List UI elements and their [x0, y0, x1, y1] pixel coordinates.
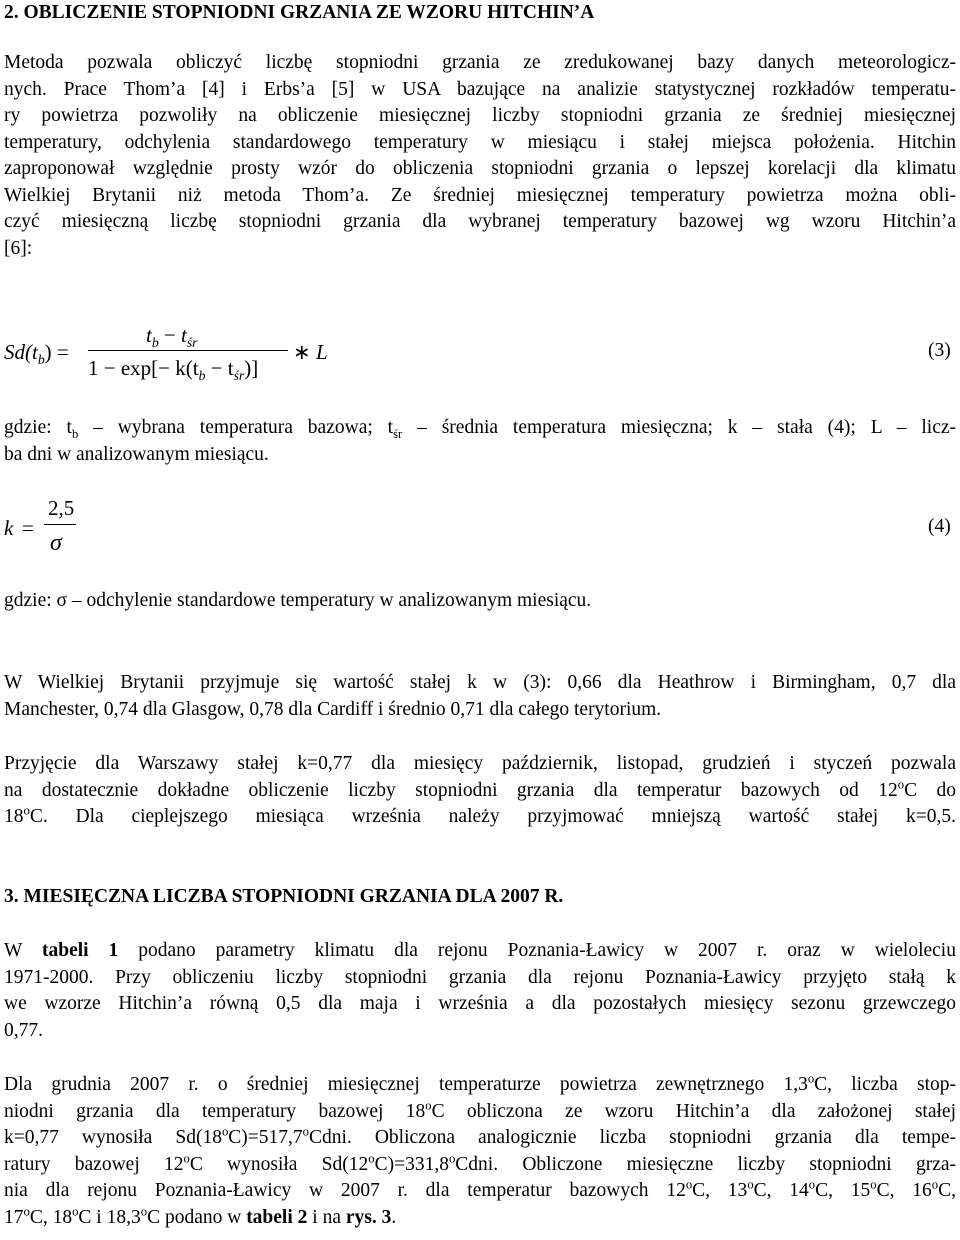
eq3-denominator: $1 - \exp[- k(t_b - t_{śr})]$	[88, 356, 259, 384]
text-line: nia dla rejonu Poznania-Ławicy w 2007 r. dla temperatur bazowych 12$^o$C, 13$^o$C, 14$^o$C, 15$^o$C, 16$^o$C,	[4, 1177, 956, 1201]
text-line: gdzie: σ – odchylenie standardowe temperatury w analizowanym miesiącu.	[4, 590, 592, 611]
paragraph-uk-constants	[4, 670, 956, 723]
eq4-numerator: 2,5	[48, 496, 75, 520]
section-heading-2	[4, 0, 956, 27]
text-line: W tabeli 1 podano parametry klimatu dla rejonu Poznania-Ławicy w 2007 r. oraz w wieloleciu	[4, 940, 956, 961]
eq4-number: (4)	[928, 516, 951, 537]
text-line: na dostatecznie dokładne obliczenie liczby stopniodni grzania dla temperatur bazowych od 12$^o$C do	[4, 777, 956, 801]
text-line: ratury bazowej 12$^o$C wynosiła $Sd(12^oC)=331,8^oCdni$. Obliczone miesięczne liczby stopniodni grza-	[4, 1151, 956, 1175]
text-line: czyć miesięczną liczbę stopniodni grzania dla wybranej temperatury bazowej wg wzoru Hitchin’a	[4, 211, 956, 232]
paragraph-where-1	[4, 415, 956, 468]
text-line: Wielkiej Brytanii niż metoda Thom’a. Ze średniej miesięcznej temperatury powietrza można obli-	[4, 184, 956, 206]
paragraph-december	[4, 1072, 956, 1231]
text-line: k=0,77 wynosiła $Sd(18^oC)=517,7^oCdni$. Obliczona analogicznie liczba stopniodni grzania dla tempe-	[4, 1124, 956, 1148]
text-line: gdzie: $t_b$ – wybrana temperatura bazowa; $t_{śr}$ – średnia temperatura miesięczna; k – stała (4); L – licz-	[4, 417, 957, 441]
text-line: nych. Prace Thom’a [4] i Erbs’a [5] w USA bazujące na analizie statystycznej rozkładów temperatu-	[4, 78, 956, 100]
text-line: ry powietrza pozwoliły na obliczenie miesięcznej liczby stopniodni grzania ze średniej miesięcznej	[4, 105, 956, 126]
paragraph-table1	[4, 938, 956, 1044]
eq4-fraction-bar	[44, 524, 76, 525]
text-line: Manchester, 0,74 dla Glasgow, 0,78 dla Cardiff i średnio 0,71 dla całego terytorium.	[4, 698, 662, 720]
text-line: we wzorze Hitchin’a równą 0,5 dla maja i września a dla pozostałych miesięcy sezonu grzewczego	[4, 993, 956, 1014]
text-line: Przyjęcie dla Warszawy stałej k=0,77 dla miesięcy październik, listopad, grudzień i styczeń pozwala	[4, 753, 956, 774]
text-line: Metoda pozwala obliczyć liczbę stopniodni grzania ze zredukowanej bazy danych meteorologicz-	[4, 52, 956, 73]
text-line: 1971-2000. Przy obliczeniu liczby stopniodni grzania dla rejonu Poznania-Ławicy przyjęto stałą k	[4, 966, 956, 988]
text-line: zaproponował względnie prosty wzór do obliczenia stopniodni grzania o lepszej korelacji dla klimatu	[4, 158, 956, 179]
text-line: Dla grudnia 2007 r. o średniej miesięcznej temperaturze powietrza zewnętrznego 1,3$^o$C, liczba stop-	[4, 1071, 957, 1095]
eq4-k: k	[4, 516, 14, 540]
text-line: temperatury, odchylenia standardowego temperatury w miesiącu i stałej miejsca położenia. Hitchin	[4, 131, 956, 153]
table-ref: tabeli 1	[42, 940, 119, 961]
eq4-equals: =	[22, 516, 34, 540]
text-line: 0,77.	[4, 1019, 43, 1041]
text-line: ba dni w analizowanym miesiącu.	[4, 443, 269, 465]
eq3-numerator: $t_b - t_{śr}$	[146, 323, 198, 351]
paragraph-warsaw	[4, 751, 956, 831]
eq3-times: ∗	[293, 340, 311, 364]
heading-text: 3. MIESIĘCZNA LICZBA STOPNIODNI GRZANIA DLA 2007 R.	[4, 886, 564, 907]
eq3-L: L	[316, 340, 328, 364]
eq3-fraction-bar	[88, 350, 288, 351]
eq3-number: (3)	[928, 340, 951, 361]
figure-ref: rys. 3	[345, 1206, 392, 1228]
section-heading-3	[4, 884, 956, 911]
text-line: niodni grzania dla temperatury bazowej 18$^o$C obliczona ze wzoru Hitchin’a dla założonej stałej	[4, 1098, 956, 1122]
text-line: 18$^o$C. Dla cieplejszego miesiąca września należy przyjmować mniejszą wartość stałej k=0,5.	[4, 803, 956, 827]
text-line: W Wielkiej Brytanii przyjmuje się wartość stałej k w (3): 0,66 dla Heathrow i Birmingham, 0,7 dla	[4, 672, 956, 693]
paragraph-method	[4, 50, 956, 262]
text-line: [6]:	[4, 237, 33, 259]
table-ref: tabeli 2	[246, 1206, 308, 1228]
paragraph-where-2	[4, 588, 956, 615]
text-line: 17$^o$C, 18$^o$C i 18,3$^o$C podano w tabeli 2 i na rys. 3.	[4, 1204, 397, 1228]
eq3-lhs: $Sd(t_b)$ =	[4, 340, 69, 368]
heading-text: 2. OBLICZENIE STOPNIODNI GRZANIA ZE WZORU HITCHIN’A	[4, 2, 595, 23]
eq4-sigma: σ	[50, 530, 62, 556]
